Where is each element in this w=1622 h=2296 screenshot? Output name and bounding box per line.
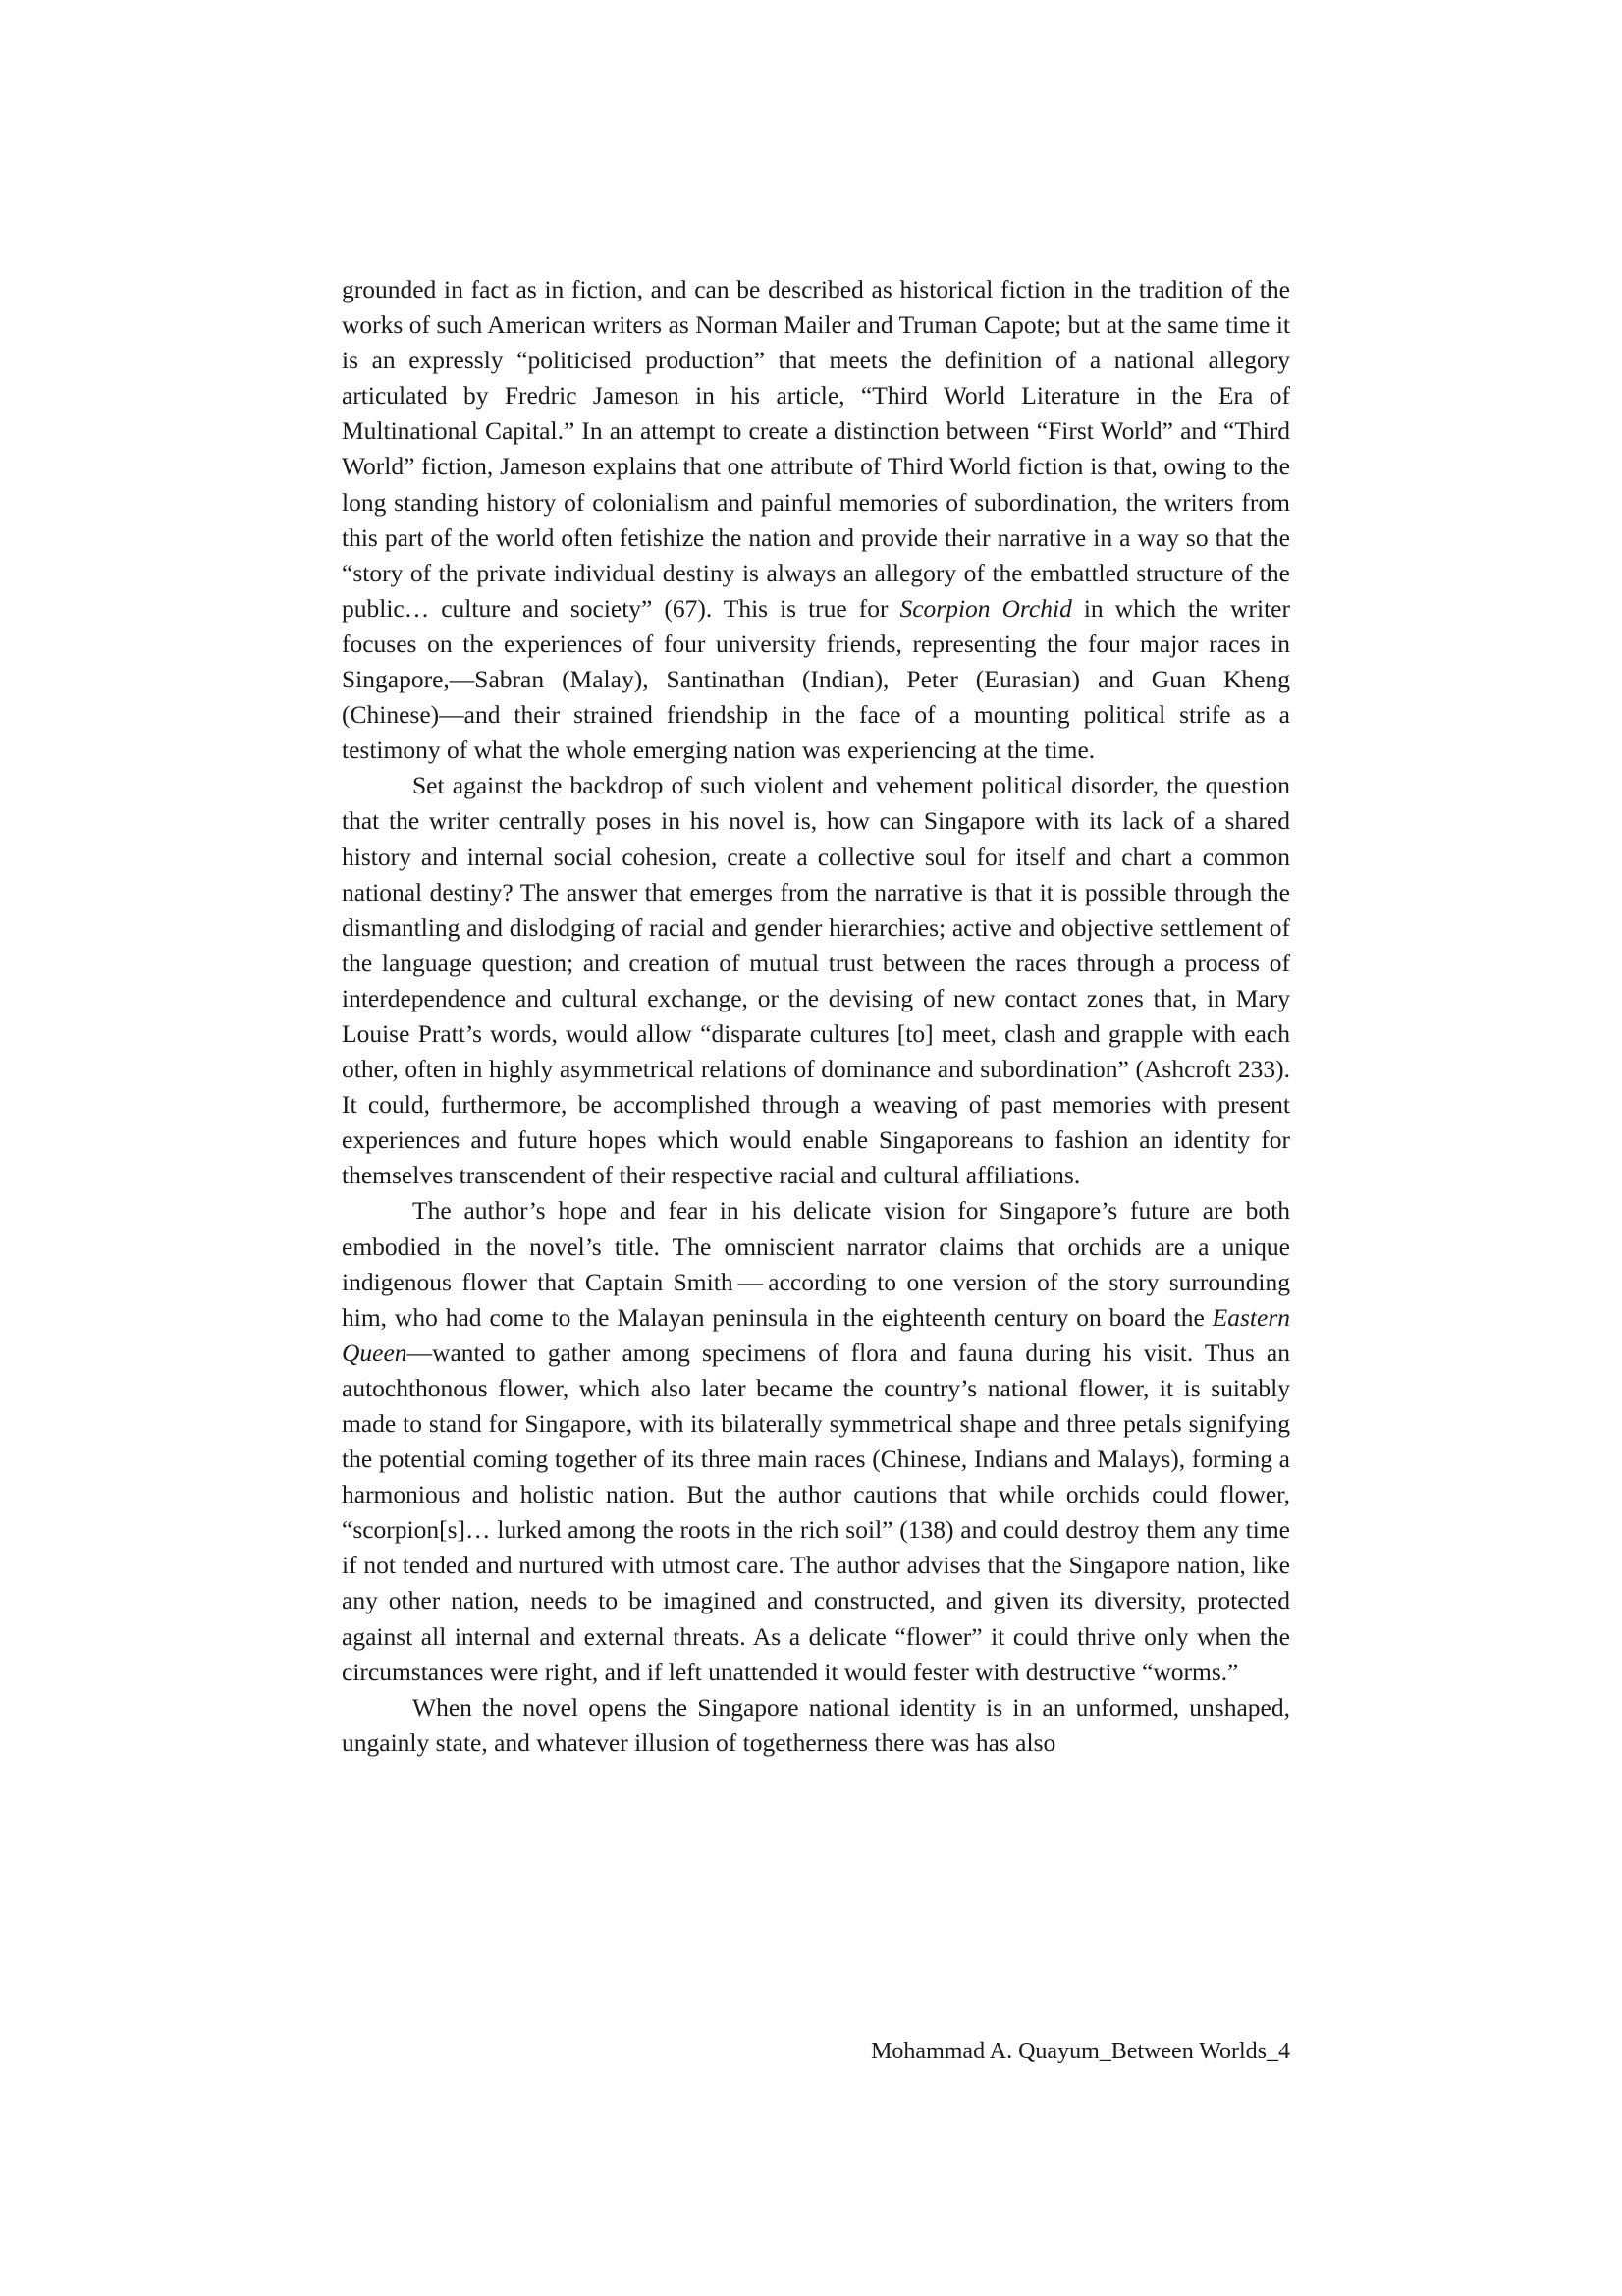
- page-footer: Mohammad A. Quayum_Between Worlds_4: [871, 2039, 1290, 2064]
- paragraph-4-text: When the novel opens the Singapore national identity is in an unformed, unshaped, ungainly state, and whatever illusion of togetherness there was has also: [342, 1692, 1290, 1757]
- paragraph-3-text-a: The author’s hope and fear in his delicate vision for Singapore’s future are both embodied in the novel’s title. The omniscient narrator claims that orchids are a unique indigenous flower that Captain Smith — according to one version of the story surrounding him, who had come to the Malayan peninsula in the eighteenth century on board the: [342, 1196, 1290, 1332]
- paragraph-2: [342, 768, 1290, 1193]
- title-scorpion-orchid: Scorpion Orchid: [899, 593, 1072, 623]
- page-body: [342, 272, 1290, 1761]
- paragraph-1-text-a: grounded in fact as in fiction, and can be described as historical fiction in the tradition of the works of such American writers as Norman Mailer and Truman Capote; but at the same time it is an expressly “politicised production” that meets the definition of a national allegory articulated by Fredric Jameson in his article, “Third World Literature in the Era of Multinational Capital.” In an attempt to create a distinction between “First World” and “Third World” fiction, Jameson explains that one attribute of Third World fiction is that, owing to the long standing history of colonialism and painful memories of subordination, the writers from this part of the world often fetishize the nation and provide their narrative in a way so that the “story of the private individual destiny is always an allegory of the embattled structure of the public… culture and society” (67). This is true for: [342, 275, 1290, 623]
- paragraph-4: [342, 1690, 1290, 1761]
- paragraph-2-text: Set against the backdrop of such violent and vehement political disorder, the question that the writer centrally poses in his novel is, how can Singapore with its lack of a shared history and internal social cohesion, create a collective soul for itself and chart a common national destiny? The answer that emerges from the narrative is that it is possible through the dismantling and dislodging of racial and gender hierarchies; active and objective settlement of the language question; and creation of mutual trust between the races through a process of interdependence and cultural exchange, or the devising of new contact zones that, in Mary Louise Pratt’s words, would allow “disparate cultures [to] meet, clash and grapple with each other, often in highly asymmetrical relations of dominance and subordination” (Ashcroft 233). It could, furthermore, be accomplished through a weaving of past memories with present experiences and future hopes which would enable Singaporeans to fashion an identity for themselves transcendent of their respective racial and cultural affiliations.: [342, 771, 1290, 1190]
- paragraph-1: [342, 272, 1290, 768]
- paragraph-3-text-b: —wanted to gather among specimens of flora and fauna during his visit. Thus an autochthonous flower, which also later became the country’s national flower, it is suitably made to stand for Singapore, with its bilaterally symmetrical shape and three petals signifying the potential coming together of its three main races (Chinese, Indians and Malays), forming a harmonious and holistic nation. But the author cautions that while orchids could flower, “scorpion[s]… lurked among the roots in the rich soil” (138) and could destroy them any time if not tended and nurtured with utmost care. The author advises that the Singapore nation, like any other nation, needs to be imagined and constructed, and given its diversity, protected against all internal and external threats. As a delicate “flower” it could thrive only when the circumstances were right, and if left unattended it would fester with destructive “worms.”: [342, 1338, 1290, 1686]
- paragraph-3: [342, 1193, 1290, 1689]
- title-eastern-queen: Eastern Queen: [342, 1302, 1290, 1367]
- paragraph-1-text-b: in which the writer focuses on the experiences of four university friends, representing the four major races in Singapore,—Sabran (Malay), Santinathan (Indian), Peter (Eurasian) and Guan Kheng (Chinese)—and their strained friendship in the face of a mounting political strife as a testimony of what the whole emerging nation was experiencing at the time.: [342, 593, 1290, 765]
